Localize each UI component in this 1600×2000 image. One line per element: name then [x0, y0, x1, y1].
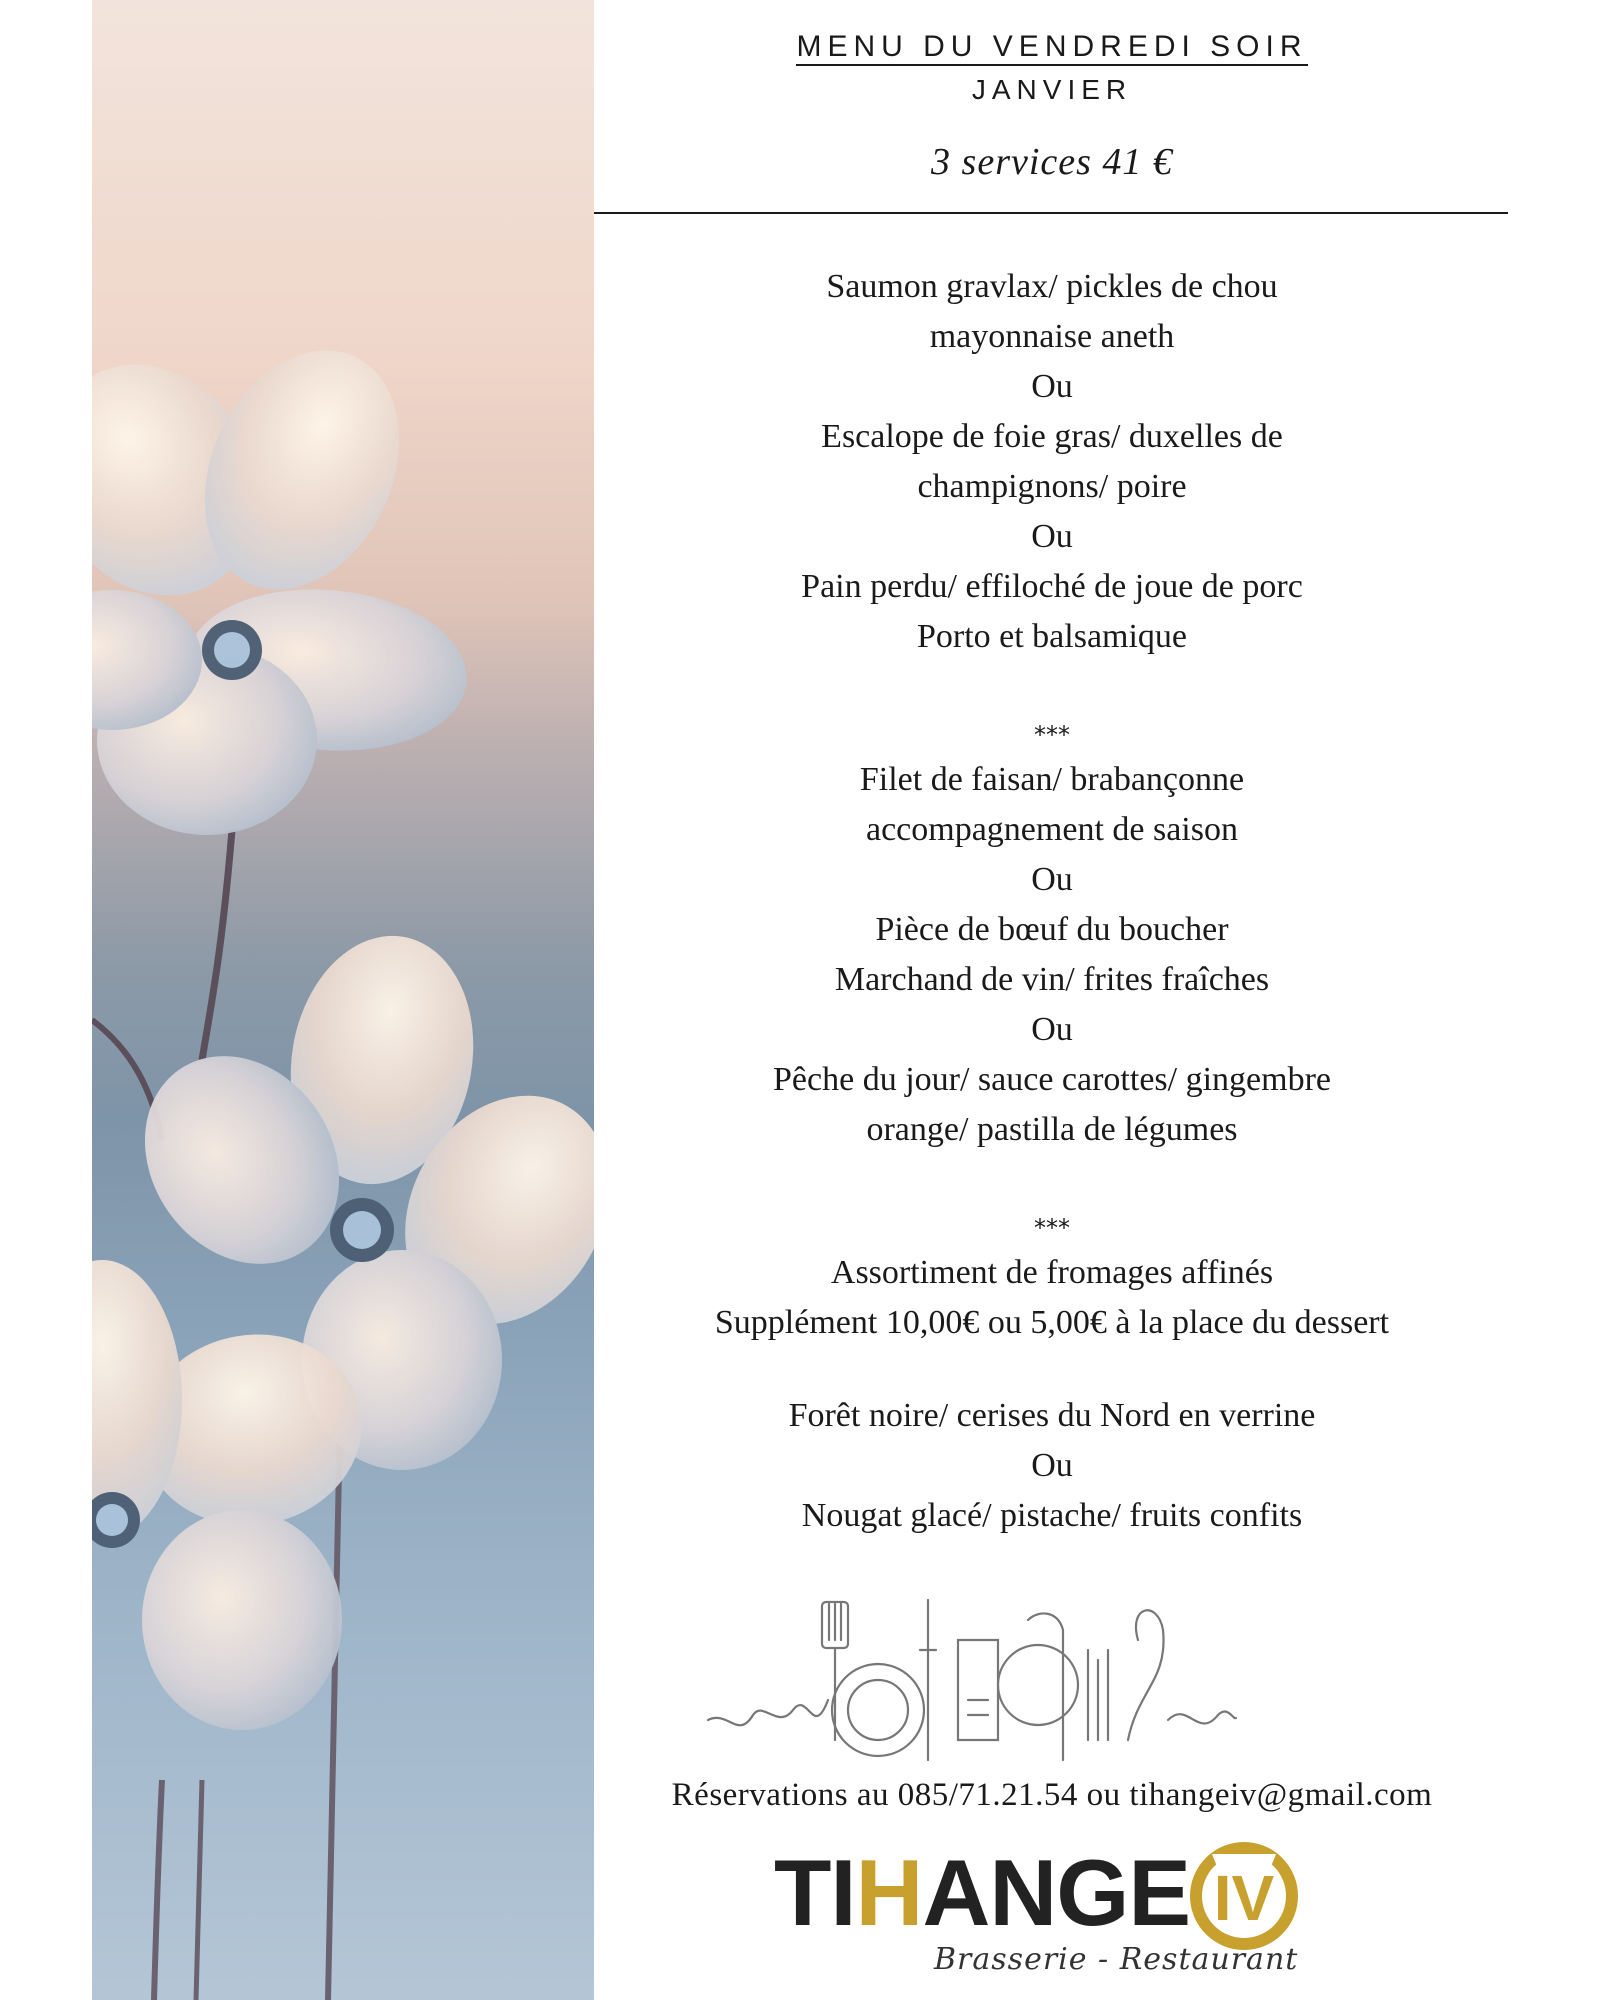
menu-line: Nougat glacé/ pistache/ fruits confits: [801, 1497, 1303, 1534]
menu-line: Ou: [1031, 861, 1073, 898]
menu-line: Saumon gravlax/ pickles de chou: [826, 268, 1278, 305]
flower-illustration: [92, 0, 594, 2000]
logo-subtitle: Brasserie - Restaurant: [934, 1942, 1299, 1977]
menu-price: 3 services 41 €: [931, 141, 1173, 183]
menu-line: mayonnaise aneth: [929, 318, 1175, 355]
spacer: [594, 1155, 1510, 1198]
menu-line: Pêche du jour/ sauce carottes/ gingembre: [773, 1061, 1331, 1098]
tihange-logo: [774, 1834, 1334, 1994]
spacer: [594, 1348, 1510, 1391]
menu-line: Filet de faisan/ brabançonne: [859, 761, 1245, 798]
menu-line: Assortiment de fromages affinés: [830, 1254, 1274, 1291]
menu-line: orange/ pastilla de légumes: [866, 1111, 1238, 1148]
logo-wordmark: TIHANGE: [774, 1840, 1191, 1945]
logo-badge-icon: [1184, 1834, 1304, 1954]
menu-title: MENU DU VENDREDI SOIR: [594, 30, 1510, 64]
menu-items: [594, 262, 1510, 1541]
menu-line: Escalope de foie gras/ duxelles de: [821, 418, 1283, 455]
menu-line: Ou: [1031, 368, 1073, 405]
menu-month: JANVIER: [971, 74, 1133, 105]
spacer: [594, 662, 1510, 705]
course-separator: ***: [1034, 1214, 1070, 1242]
menu-line: champignons/ poire: [917, 468, 1187, 505]
menu-line: Ou: [1031, 1011, 1073, 1048]
menu-line: Pain perdu/ effiloché de joue de porc: [801, 568, 1303, 605]
menu-panel: [594, 0, 1510, 2000]
menu-line: Ou: [1031, 1447, 1073, 1484]
menu-line: accompagnement de saison: [866, 811, 1238, 848]
menu-line: Ou: [1031, 518, 1073, 555]
menu-line: Supplément 10,00€ ou 5,00€ à la place du dessert: [714, 1304, 1390, 1341]
menu-line: Forêt noire/ cerises du Nord en verrine: [788, 1397, 1316, 1434]
menu-line: Marchand de vin/ frites fraîches: [834, 961, 1270, 998]
menu-line: Pièce de bœuf du boucher: [875, 911, 1229, 948]
logo-numeral: IV: [1213, 1862, 1275, 1934]
kitchen-utensils-doodle: [698, 1590, 1238, 1780]
reservation-info: Réservations au 085/71.21.54 ou tihangeiv@gmail.com: [671, 1777, 1433, 1813]
frosted-flowers-photo: [92, 0, 594, 2000]
header-divider: [594, 212, 1508, 214]
menu-line: Porto et balsamique: [916, 618, 1188, 655]
course-separator: ***: [1034, 721, 1070, 749]
flower-top: [92, 319, 473, 835]
